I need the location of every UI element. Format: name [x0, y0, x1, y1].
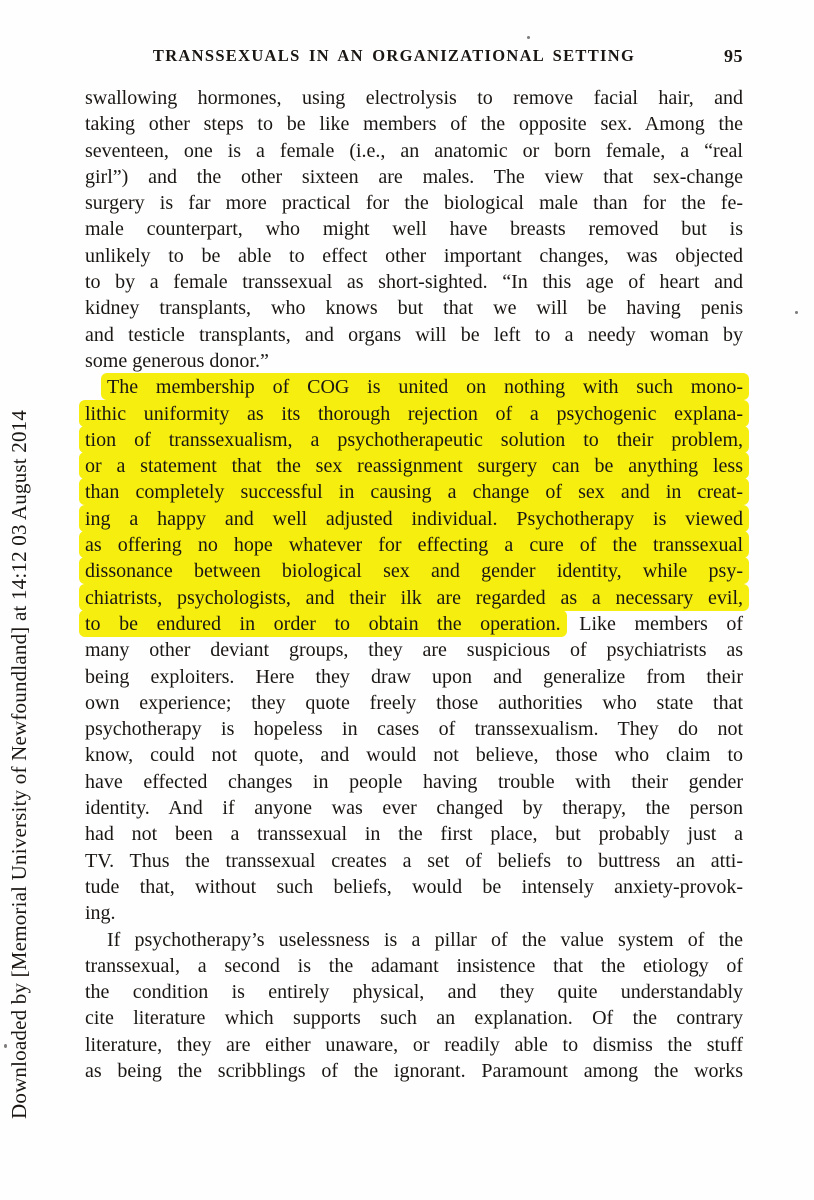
text-line [85, 900, 743, 926]
text-line [85, 690, 743, 716]
body-text-segment: If psychotherapy’s uselessness is a pillar of the value system of the [107, 928, 743, 951]
text-line [85, 111, 743, 137]
body-text-segment: girl”) and the other sixteen are males. The view that sex-change [85, 165, 743, 188]
body-text-segment: Like members of [560, 612, 744, 635]
body-text-segment: tude that, without such beliefs, would be intensely anxiety-provok- [85, 875, 743, 898]
text-line [85, 848, 743, 874]
text-line [85, 769, 743, 795]
body-text-segment: transsexual, a second is the adamant insistence that the etiology of [85, 954, 743, 977]
highlighted-text: as offering no hope whatever for effecting a cure of the transsexual [79, 531, 749, 558]
body-text-segment: identity. And if anyone was ever changed by therapy, the person [85, 797, 743, 820]
text-line [85, 874, 743, 900]
text-line [85, 1058, 743, 1084]
body-text-segment: to by a female transsexual as short-sighted. “In this age of heart and [85, 271, 743, 294]
text-line [85, 558, 743, 584]
highlighted-text: ing a happy and well adjusted individual. Psychotherapy is viewed [79, 505, 749, 532]
text-line [85, 795, 743, 821]
text-line [85, 742, 743, 768]
scan-speck [4, 1044, 7, 1048]
paragraph [85, 85, 743, 374]
body-text-segment: TV. Thus the transsexual creates a set of beliefs to buttress an atti- [85, 849, 743, 872]
text-line [85, 269, 743, 295]
body-text-segment: swallowing hormones, using electrolysis to remove facial hair, and [85, 87, 743, 109]
text-line [85, 664, 743, 690]
body-text-segment: psychotherapy is hopeless in cases of transsexualism. They do not [85, 718, 743, 741]
page-number: 95 [724, 46, 743, 66]
text-line [85, 348, 743, 374]
highlighted-text: dissonance between biological sex and gender identity, while psy- [79, 557, 749, 584]
scan-speck [795, 311, 798, 314]
body-text-segment: have effected changes in people having trouble with their gender [85, 770, 743, 793]
body-text-segment: had not been a transsexual in the first place, but probably just a [85, 823, 743, 846]
text-line [85, 243, 743, 269]
text-line [85, 585, 743, 611]
highlighted-text: The membership of COG is united on nothing with such mono- [101, 373, 749, 400]
text-line [85, 979, 743, 1005]
body-text-segment: own experience; they quote freely those authorities who state that [85, 691, 743, 714]
highlighted-text: to be endured in order to obtain the operation. [79, 610, 567, 637]
body-text-segment: know, could not quote, and would not believe, those who claim to [85, 744, 743, 767]
highlighted-text: or a statement that the sex reassignment surgery can be anything less [79, 452, 749, 479]
text-line [85, 85, 743, 111]
body-text-segment: many other deviant groups, they are suspicious of psychiatrists as [85, 639, 743, 662]
body-text-segment: seventeen, one is a female (i.e., an anatomic or born female, a “real [85, 139, 743, 162]
text-line [85, 1032, 743, 1058]
text-line [85, 401, 743, 427]
body-text-segment: cite literature which supports such an explanation. Of the contrary [85, 1007, 743, 1030]
text-line [85, 427, 743, 453]
scan-speck [527, 36, 530, 39]
paragraph [85, 374, 743, 926]
running-head [85, 46, 743, 70]
body-text-segment: some generous donor.” [85, 349, 269, 372]
body-text-segment: the condition is entirely physical, and they quite understandably [85, 981, 743, 1004]
body-text-segment: as being the scribblings of the ignorant. Paramount among the works [85, 1059, 743, 1082]
download-watermark: Downloaded by [Memorial University of Newfoundland] at 14:12 03 August 2014 [7, 409, 31, 1119]
body-text-segment: male counterpart, who might well have breasts removed but is [85, 218, 743, 241]
body-text-segment: literature, they are either unaware, or readily able to dismiss the stuff [85, 1033, 743, 1056]
body-text-segment: surgery is far more practical for the biological male than for the fe- [85, 192, 743, 215]
highlighted-text: than completely successful in causing a change of sex and in creat- [79, 478, 749, 505]
text-line [85, 611, 743, 637]
text-line [85, 216, 743, 242]
text-line [85, 927, 743, 953]
highlighted-text: lithic uniformity as its thorough rejection of a psychogenic explana- [79, 400, 749, 427]
text-line [85, 953, 743, 979]
text-line [85, 374, 743, 400]
body-text-segment: unlikely to be able to effect other important changes, was objected [85, 244, 743, 267]
text-line [85, 322, 743, 348]
paragraph [85, 927, 743, 1085]
text-line [85, 295, 743, 321]
page-body [85, 85, 743, 1084]
text-line [85, 479, 743, 505]
page-header-title: TRANSSEXUALS IN AN ORGANIZATIONAL SETTING [152, 46, 636, 65]
text-line [85, 138, 743, 164]
text-line [85, 532, 743, 558]
text-line [85, 164, 743, 190]
text-line [85, 190, 743, 216]
body-text-segment: taking other steps to be like members of the opposite sex. Among the [85, 113, 743, 136]
text-line [85, 453, 743, 479]
body-text-segment: ing. [85, 902, 116, 925]
text-line [85, 821, 743, 847]
body-text-segment: being exploiters. Here they draw upon and generalize from their [85, 665, 743, 688]
highlighted-text: chiatrists, psychologists, and their ilk are regarded as a necessary evil, [79, 584, 749, 611]
text-line [85, 637, 743, 663]
text-line [85, 716, 743, 742]
text-line [85, 1005, 743, 1031]
body-text-segment: and testicle transplants, and organs will be left to a needy woman by [85, 323, 743, 346]
highlighted-text: tion of transsexualism, a psychotherapeutic solution to their problem, [79, 426, 749, 453]
body-text-segment: kidney transplants, who knows but that we will be having penis [85, 297, 743, 320]
text-line [85, 506, 743, 532]
